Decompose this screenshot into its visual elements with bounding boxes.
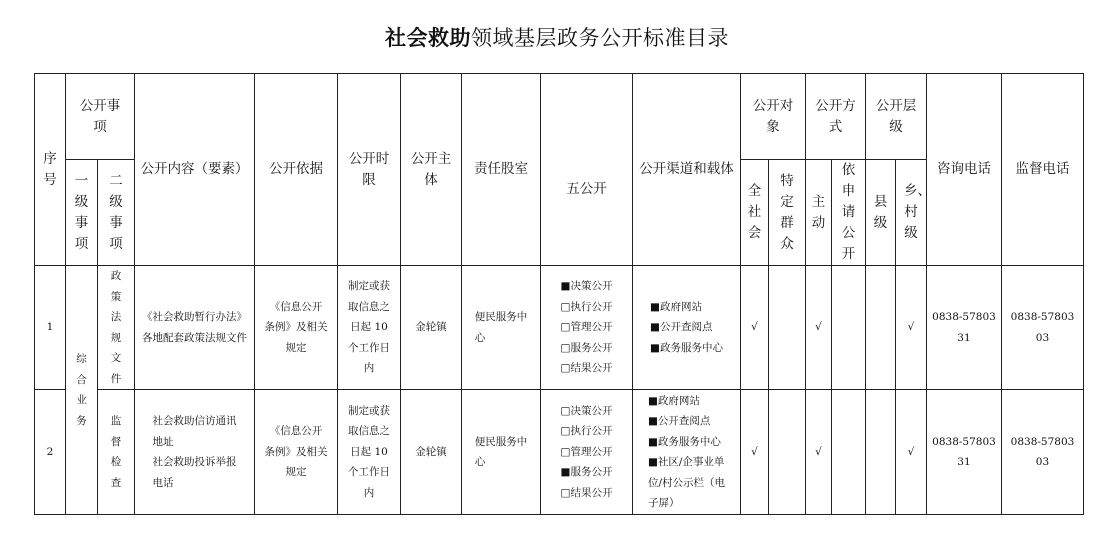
cell-line: 制定或获 xyxy=(348,404,390,417)
cell-line: □决策公开 xyxy=(560,404,613,417)
cell-line: 规定 xyxy=(285,466,307,479)
cell-line: □结果公开 xyxy=(560,486,613,499)
cell-level2: 政策法规文件 xyxy=(98,266,135,390)
cell-line: ■政府网站 xyxy=(647,394,700,407)
cell-specific-groups xyxy=(769,266,806,390)
header-on-request: 依申请公开 xyxy=(832,160,866,266)
cell-line: 子屏） xyxy=(647,497,680,509)
header-basis: 公开依据 xyxy=(255,74,338,266)
cell-line: 个工作日 xyxy=(348,341,390,354)
cell-on-request xyxy=(832,266,866,390)
cell-subject: 金轮镇 xyxy=(401,266,462,390)
table-row xyxy=(35,266,1084,390)
cell-line: 《信息公开 xyxy=(269,425,323,438)
cell-line: 内 xyxy=(363,362,375,375)
cell-line: ■服务公开 xyxy=(560,466,613,479)
cell-line: 日起 10 xyxy=(350,445,388,458)
cell-line: 便民服务中 xyxy=(474,435,528,448)
cell-line: 地址 xyxy=(152,435,174,448)
header-office: 责任股室 xyxy=(462,74,541,266)
cell-line: 心 xyxy=(474,331,486,344)
header-consult-phone: 咨询电话 xyxy=(927,74,1002,266)
header-subject: 公开主体 xyxy=(401,74,462,266)
page-title-bold: 社会救助 xyxy=(385,26,471,50)
cell-line: 条例》及相关 xyxy=(264,445,328,458)
cell-all-society: √ xyxy=(741,390,769,515)
cell-line: 心 xyxy=(474,456,486,468)
cell-line: ■公开查阅点 xyxy=(650,321,713,334)
cell-consult-phone xyxy=(927,266,1002,390)
cell-line: ■政府网站 xyxy=(650,300,702,313)
cell-serial: 1 xyxy=(35,266,66,390)
header-channels: 公开渠道和载体 xyxy=(633,74,741,266)
cell-level1: 综合业务 xyxy=(66,266,98,515)
cell-line: 31 xyxy=(957,331,971,344)
cell-level2: 监督检查 xyxy=(98,390,135,515)
cell-line: ■社区/企事业单 xyxy=(647,456,725,468)
cell-line: 《社会救助暂行办法》 xyxy=(142,311,247,323)
cell-line: 日起 10 xyxy=(350,321,388,334)
cell-line: 个工作日 xyxy=(348,466,390,479)
cell-office xyxy=(462,390,541,515)
header-level1: 一级事项 xyxy=(66,160,98,266)
cell-township: √ xyxy=(896,266,927,390)
cell-line: □执行公开 xyxy=(560,300,613,313)
cell-county xyxy=(866,266,896,390)
header-five-open: 五公开 xyxy=(541,74,633,266)
cell-line: 社会救助投诉举报 xyxy=(152,456,237,468)
cell-active: √ xyxy=(806,266,832,390)
cell-line: □服务公开 xyxy=(560,341,613,354)
cell-subject: 金轮镇 xyxy=(401,390,462,515)
cell-line: □管理公开 xyxy=(560,445,613,458)
cell-line: 0838-57803 xyxy=(932,435,996,448)
cell-content xyxy=(135,266,255,390)
table-row xyxy=(35,390,1084,515)
cell-line: 内 xyxy=(363,486,375,499)
cell-line: □结果公开 xyxy=(560,362,613,375)
cell-line: 制定或获 xyxy=(348,280,390,293)
cell-specific-groups xyxy=(769,390,806,515)
cell-line: 条例》及相关 xyxy=(264,321,328,334)
header-specific-groups: 特定群众 xyxy=(769,160,806,266)
header-level2: 二级事项 xyxy=(98,160,135,266)
header-matters: 公开事项 xyxy=(66,74,135,160)
cell-line: 03 xyxy=(1035,331,1050,344)
cell-line: ■公开查阅点 xyxy=(647,415,711,427)
cell-on-request xyxy=(832,390,866,515)
cell-supervise-phone xyxy=(1002,266,1084,390)
cell-township: √ xyxy=(896,390,927,515)
header-county: 县级 xyxy=(866,160,896,266)
header-serial: 序号 xyxy=(35,74,66,266)
page-title-rest: 领域基层政务公开标准目录 xyxy=(471,26,729,50)
cell-line: 取信息之 xyxy=(348,300,390,313)
cell-basis xyxy=(255,390,338,515)
header-supervise-phone: 监督电话 xyxy=(1002,74,1084,266)
page-title xyxy=(0,22,1114,52)
cell-line: ■决策公开 xyxy=(560,280,613,293)
catalog-table xyxy=(34,73,1084,515)
header-all-society: 全社会 xyxy=(741,160,769,266)
cell-line: □执行公开 xyxy=(560,425,613,438)
cell-channels xyxy=(633,266,741,390)
header-content: 公开内容（要素） xyxy=(135,74,255,266)
header-time-limit: 公开时限 xyxy=(338,74,401,266)
cell-line: □管理公开 xyxy=(560,321,613,334)
header-township: 乡、村级 xyxy=(896,160,927,266)
cell-five-open xyxy=(541,266,633,390)
cell-line: 0838-57803 xyxy=(932,311,996,323)
cell-content xyxy=(135,390,255,515)
cell-basis xyxy=(255,266,338,390)
cell-line: 各地配套政策法规文件 xyxy=(142,331,247,344)
cell-line: 03 xyxy=(1035,456,1050,468)
cell-five-open xyxy=(541,390,633,515)
cell-all-society: √ xyxy=(741,266,769,390)
cell-active: √ xyxy=(806,390,832,515)
cell-line: 电话 xyxy=(152,476,174,489)
cell-line: 位/村公示栏（电 xyxy=(647,476,726,489)
cell-time-limit xyxy=(338,266,401,390)
cell-line: ■政务服务中心 xyxy=(647,435,721,448)
cell-line: 《信息公开 xyxy=(269,300,323,313)
cell-channels xyxy=(633,390,741,515)
cell-serial: 2 xyxy=(35,390,66,515)
cell-time-limit xyxy=(338,390,401,515)
header-method: 公开方式 xyxy=(806,74,866,160)
header-active: 主动 xyxy=(806,160,832,266)
cell-line: 31 xyxy=(957,456,971,468)
cell-line: 社会救助信访通讯 xyxy=(152,415,237,427)
header-level: 公开层级 xyxy=(866,74,927,160)
cell-line: 规定 xyxy=(285,341,307,354)
cell-county xyxy=(866,390,896,515)
cell-office xyxy=(462,266,541,390)
header-audience: 公开对象 xyxy=(741,74,806,160)
cell-line: ■政务服务中心 xyxy=(650,341,723,354)
cell-line: 0838-57803 xyxy=(1010,311,1075,323)
cell-line: 取信息之 xyxy=(348,425,390,438)
cell-consult-phone xyxy=(927,390,1002,515)
cell-line: 0838-57803 xyxy=(1010,435,1075,448)
cell-line: 便民服务中 xyxy=(474,311,528,323)
cell-supervise-phone xyxy=(1002,390,1084,515)
